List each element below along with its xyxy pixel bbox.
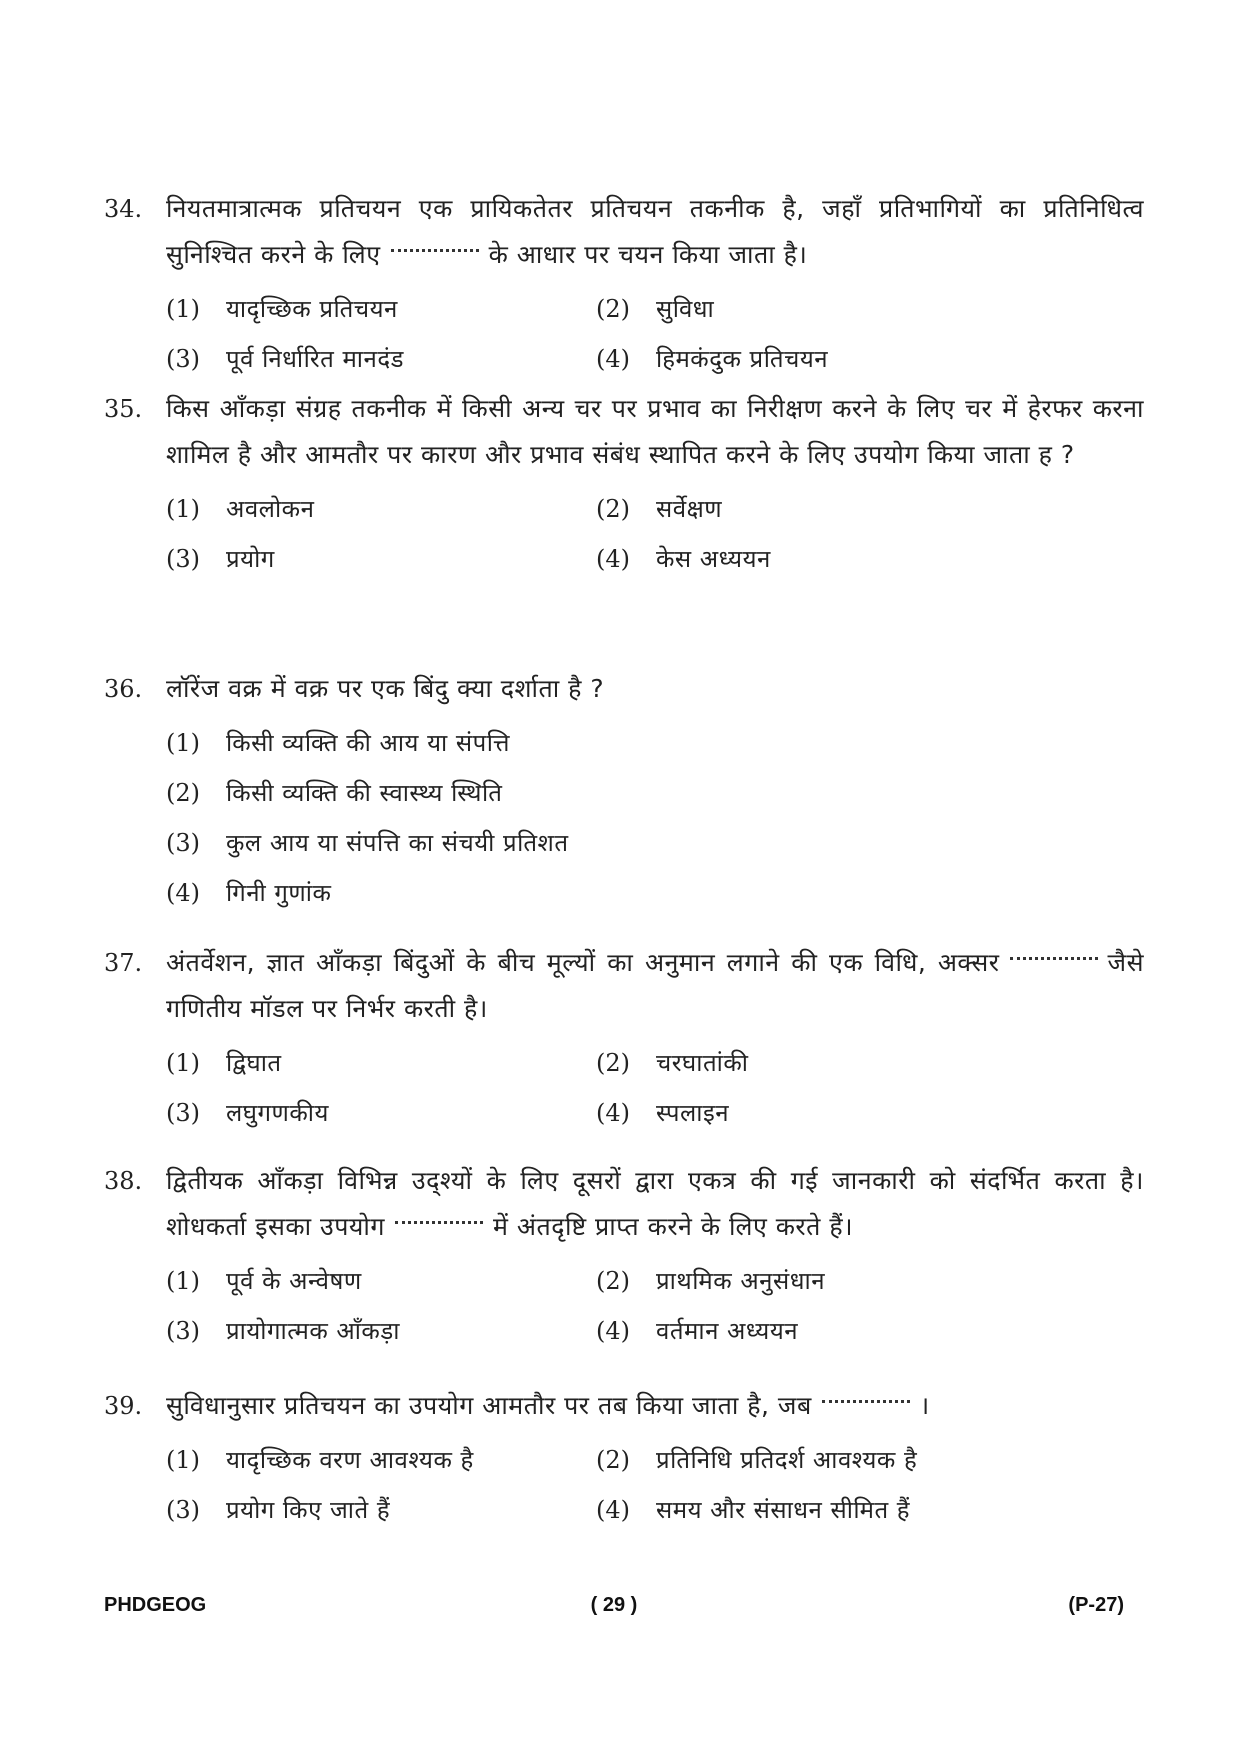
option-number: (3) <box>166 545 200 573</box>
option-number: (2) <box>596 295 630 323</box>
option-number: (4) <box>596 345 630 373</box>
option-number: (3) <box>166 1317 200 1345</box>
option-number: (2) <box>596 1049 630 1077</box>
option-3 <box>166 338 596 380</box>
option-text: द्विघात <box>226 1049 282 1077</box>
paper-code: PHDGEOG <box>104 1594 207 1616</box>
option-3 <box>166 1310 596 1352</box>
set-code: (P-27) <box>1068 1594 1124 1616</box>
question-text-part: अंतर्वेशन, ज्ञात आँकड़ा बिंदुओं के बीच मूल्यों का अनुमान लगाने की एक विधि, अक्सर <box>166 948 1000 977</box>
option-number: (4) <box>596 1099 630 1127</box>
question-38 <box>104 1158 1144 1352</box>
option-3 <box>166 538 596 580</box>
option-number: (3) <box>166 1099 200 1127</box>
question-37 <box>104 940 1144 1134</box>
option-1 <box>166 488 596 530</box>
option-text: किसी व्यक्ति की आय या संपत्ति <box>226 729 511 757</box>
option-text: यादृच्छिक वरण आवश्यक है <box>226 1446 474 1474</box>
options <box>166 1260 1144 1352</box>
option-text: प्राथमिक अनुसंधान <box>656 1267 826 1295</box>
option-number: (1) <box>166 1049 200 1077</box>
options <box>166 722 1144 914</box>
option-number: (1) <box>166 295 200 323</box>
option-text: हिमकंदुक प्रतिचयन <box>656 345 829 373</box>
page-footer <box>104 1594 1124 1624</box>
option-text: चरघातांकी <box>656 1049 749 1077</box>
option-text: सर्वेक्षण <box>656 495 723 523</box>
question-text-part: नियतमात्रात्मक प्रतिचयन एक प्रायिकतेतर प्रतिचयन तकनीक है, जहाँ प्रतिभागियों का प्रतिनिधित्व सुनिश्चित करने के लिए <box>166 194 1144 269</box>
option-4 <box>596 1310 1144 1352</box>
option-2 <box>596 288 1144 330</box>
option-number: (2) <box>596 1446 630 1474</box>
question-text: किस आँकड़ा संग्रह तकनीक में किसी अन्य चर पर प्रभाव का निरीक्षण करने के लिए चर में हेरफर करना शामिल है और आमतौर पर कारण और प्रभाव संबंध स्थापित करने के लिए उपयोग किया जाता ह ? <box>166 394 1144 469</box>
option-3 <box>166 1092 596 1134</box>
option-1 <box>166 722 1144 764</box>
option-number: (3) <box>166 1496 200 1524</box>
options <box>166 288 1144 380</box>
question-number: 36. <box>104 675 143 703</box>
option-3 <box>166 1489 596 1531</box>
question-text-part: सुविधानुसार प्रतिचयन का उपयोग आमतौर पर तब किया जाता है, जब <box>166 1391 812 1420</box>
option-text: प्रयोग किए जाते हैं <box>226 1496 391 1524</box>
question-text <box>166 1158 1144 1250</box>
option-text: प्रायोगात्मक आँकड़ा <box>226 1317 400 1345</box>
option-2 <box>596 488 1144 530</box>
question-text <box>166 940 1144 1032</box>
option-1 <box>166 1042 596 1084</box>
question-39 <box>104 1383 1144 1531</box>
fill-blank <box>822 1400 910 1403</box>
option-2 <box>596 1439 1144 1481</box>
option-number: (2) <box>596 495 630 523</box>
options <box>166 488 1144 580</box>
option-number: (1) <box>166 1267 200 1295</box>
option-text: गिनी गुणांक <box>226 879 332 907</box>
option-4 <box>596 538 1144 580</box>
option-text: पूर्व निर्धारित मानदंड <box>226 345 404 373</box>
option-text: कुल आय या संपत्ति का संचयी प्रतिशत <box>226 829 569 857</box>
option-text: केस अध्ययन <box>656 545 771 573</box>
option-text: किसी व्यक्ति की स्वास्थ्य स्थिति <box>226 779 503 807</box>
option-number: (1) <box>166 729 200 757</box>
option-1 <box>166 288 596 330</box>
question-number: 38. <box>104 1167 143 1195</box>
option-number: (2) <box>166 779 200 807</box>
option-number: (1) <box>166 1446 200 1474</box>
question-34 <box>104 186 1144 380</box>
option-text: पूर्व के अन्वेषण <box>226 1267 362 1295</box>
option-number: (3) <box>166 345 200 373</box>
question-text: लॉरेंज वक्र में वक्र पर एक बिंदु क्या दर्शाता है ? <box>166 674 605 703</box>
question-text <box>166 186 1144 278</box>
options <box>166 1042 1144 1134</box>
option-number: (1) <box>166 495 200 523</box>
options <box>166 1439 1144 1531</box>
question-text <box>166 1383 1144 1429</box>
question-35 <box>104 386 1144 580</box>
option-text: प्रयोग <box>226 545 275 573</box>
fill-blank <box>1010 957 1098 960</box>
option-1 <box>166 1439 596 1481</box>
option-2 <box>166 772 1144 814</box>
page-number: ( 29 ) <box>590 1594 638 1616</box>
fill-blank <box>395 1221 483 1224</box>
option-number: (3) <box>166 829 200 857</box>
option-3 <box>166 822 1144 864</box>
question-number: 39. <box>104 1392 143 1420</box>
option-text: लघुगणकीय <box>226 1099 329 1127</box>
option-4 <box>596 1092 1144 1134</box>
question-text-part: । <box>919 1391 930 1420</box>
option-text: सुविधा <box>656 295 715 323</box>
option-text: समय और संसाधन सीमित हैं <box>656 1496 911 1524</box>
option-2 <box>596 1042 1144 1084</box>
option-4 <box>166 872 1144 914</box>
option-text: प्रतिनिधि प्रतिदर्श आवश्यक है <box>656 1446 918 1474</box>
option-text: वर्तमान अध्ययन <box>656 1317 799 1345</box>
option-2 <box>596 1260 1144 1302</box>
question-number: 34. <box>104 195 143 223</box>
option-number: (2) <box>596 1267 630 1295</box>
option-number: (4) <box>596 1496 630 1524</box>
option-1 <box>166 1260 596 1302</box>
question-number: 35. <box>104 395 143 423</box>
question-text-part: जैसे गणितीय मॉडल पर निर्भर करती है। <box>166 948 1144 1023</box>
fill-blank <box>391 249 479 252</box>
option-text: स्पलाइन <box>656 1099 730 1127</box>
question-text-part: के आधार पर चयन किया जाता है। <box>488 240 808 269</box>
option-4 <box>596 338 1144 380</box>
option-number: (4) <box>596 545 630 573</box>
option-number: (4) <box>596 1317 630 1345</box>
question-number: 37. <box>104 949 143 977</box>
question-36 <box>104 666 1144 914</box>
question-text-part: द्वितीयक आँकड़ा विभिन्न उद्श्यों के लिए दूसरों द्वारा एकत्र की गई जानकारी को संदर्भित करता है। शोधकर्ता इसका उपयोग <box>166 1166 1144 1241</box>
option-text: अवलोकन <box>226 495 315 523</box>
question-text-part: में अंतदृष्टि प्राप्त करने के लिए करते हैं। <box>492 1212 854 1241</box>
option-text: यादृच्छिक प्रतिचयन <box>226 295 398 323</box>
option-4 <box>596 1489 1144 1531</box>
option-number: (4) <box>166 879 200 907</box>
